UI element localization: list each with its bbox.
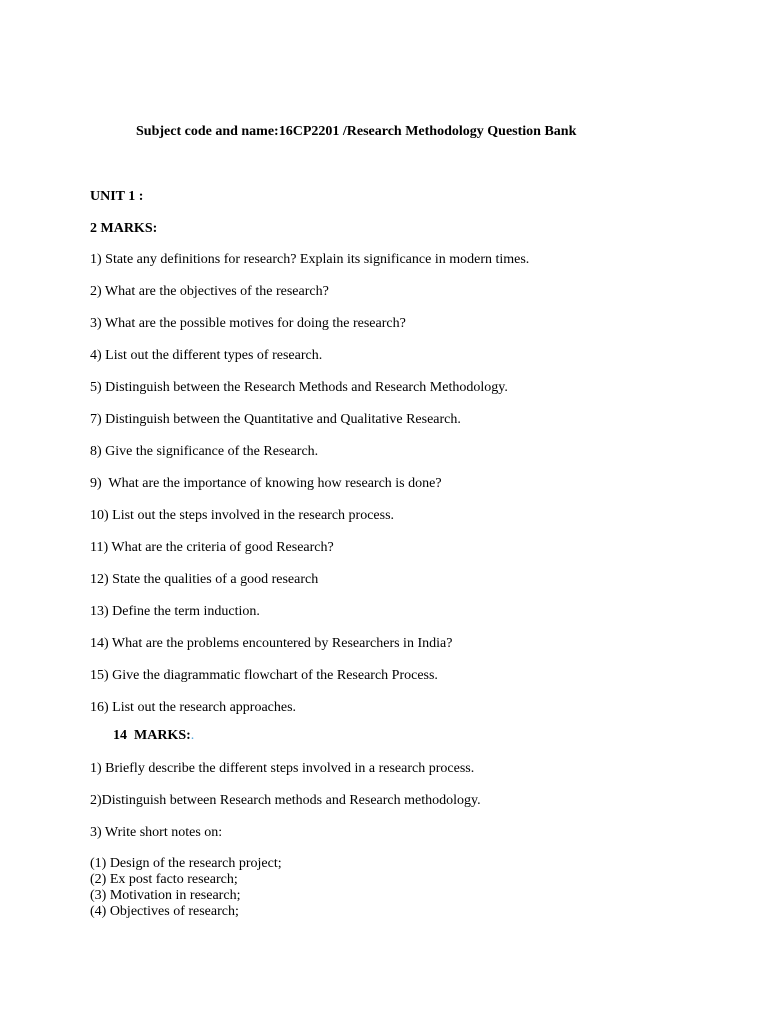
question-item: 14) What are the problems encountered by Researchers in India? [90, 636, 453, 651]
question-item: 4) List out the different types of research. [90, 348, 323, 363]
question-item: 1) State any definitions for research? Explain its significance in modern times. [90, 252, 530, 267]
question-item: 13) Define the term induction. [90, 604, 260, 619]
question-item: 5) Distinguish between the Research Methods and Research Methodology. [90, 380, 508, 395]
fourteen-marks-heading [113, 728, 194, 744]
question-item: 1) Briefly describe the different steps involved in a research process. [90, 761, 475, 776]
question-item: 2)Distinguish between Research methods and Research methodology. [90, 793, 481, 808]
question-item: 3) Write short notes on: [90, 825, 223, 840]
note-item: (3) Motivation in research; [90, 888, 241, 903]
question-item: 10) List out the steps involved in the research process. [90, 508, 395, 523]
question-item: 7) Distinguish between the Quantitative and Qualitative Research. [90, 412, 461, 427]
question-item: 15) Give the diagrammatic flowchart of the Research Process. [90, 668, 438, 683]
question-item: 16) List out the research approaches. [90, 700, 297, 715]
heading-mark: . [190, 728, 195, 743]
short-notes-list [90, 856, 282, 920]
document-title: Subject code and name:16CP2201 /Research Methodology Question Bank [136, 124, 577, 139]
question-item: 3) What are the possible motives for doing the research? [90, 316, 406, 331]
fourteen-marks-heading-text: 14 MARKS: [113, 728, 191, 743]
question-item: 11) What are the criteria of good Research? [90, 540, 334, 555]
question-item: 2) What are the objectives of the research? [90, 284, 329, 299]
question-item: 8) Give the significance of the Research. [90, 444, 319, 459]
question-item: 12) State the qualities of a good research [90, 572, 319, 587]
two-marks-question-list [90, 252, 529, 732]
note-item: (1) Design of the research project; [90, 856, 282, 871]
two-marks-heading: 2 MARKS: [90, 221, 158, 236]
unit-heading: UNIT 1 : [90, 189, 144, 204]
question-item: 9) What are the importance of knowing how research is done? [90, 476, 442, 491]
fourteen-marks-question-list [90, 761, 481, 857]
note-item: (4) Objectives of research; [90, 904, 239, 919]
note-item: (2) Ex post facto research; [90, 872, 238, 887]
